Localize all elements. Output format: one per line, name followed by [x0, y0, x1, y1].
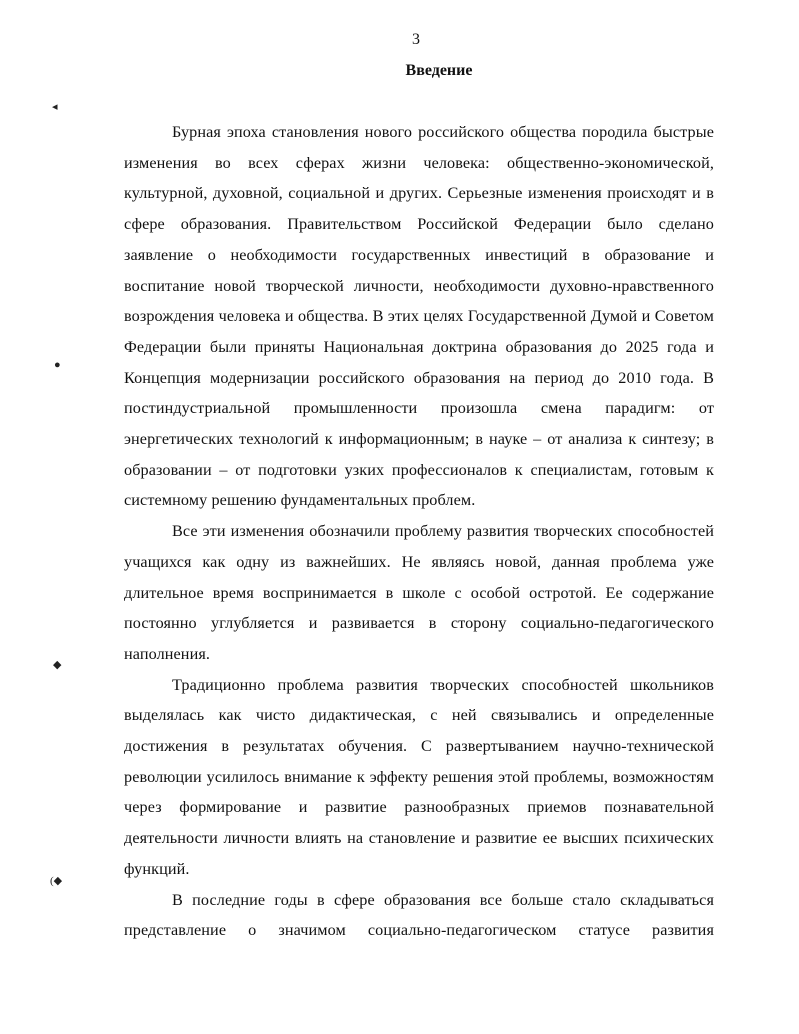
scan-speck-icon: ◂	[52, 101, 58, 113]
paragraph-1: Бурная эпоха становления нового российского общества породила быстрые изменения во всех сферах жизни человека: общественно-экономической, культурной, духовной, социальной и других. Серьезные изменения происходят и в сфере образования. Правительством Российской Федерации было сделано заявление о необходимости государственных инвестиций в образование и воспитание новой творческой личности, необходимости духовно-нравственного возрождения человека и общества. В этих целях Государственной Думой и Советом Федерации были приняты Национальная доктрина образования до 2025 года и Концепция модернизации российского образования на период до 2010 года. В постиндустриальной промышленности произошла смена парадигм: от энергетических технологий к информационным; в науке – от анализа к синтезу; в образовании – от подготовки узких профессионалов к специалистам, готовым к системному решению фундаментальных проблем.	[124, 123, 714, 510]
scan-speck-icon: ◆	[53, 659, 62, 671]
page-title: Введение	[405, 62, 473, 79]
paragraph-2: Все эти изменения обозначили проблему развития творческих способностей учащихся как одну из важнейших. Не являясь новой, данная проблема уже длительное время воспринимается в школе с особой остротой. Ее содержание постоянно углубляется и развивается в сторону социально-педагогического наполнения.	[124, 522, 714, 663]
paragraph-4: В последние годы в сфере образования все больше стало складываться представление о значимом социально-педагогическом статусе развития	[124, 890, 714, 940]
page-number: 3	[412, 31, 420, 48]
scan-speck-icon: (◆	[50, 875, 63, 887]
scan-speck-icon: ●	[54, 359, 61, 371]
document-body	[124, 117, 714, 946]
paragraph-3: Традиционно проблема развития творческих способностей школьников выделялась как чисто дидактическая, с ней связывались и определенные достижения в результатах обучения. С развертыванием научно-технической революции усилилось внимание к эффекту решения этой проблемы, возможностям через формирование и развитие разнообразных приемов познавательной деятельности личности влиять на становление и развитие ее высших психических функций.	[124, 675, 714, 878]
